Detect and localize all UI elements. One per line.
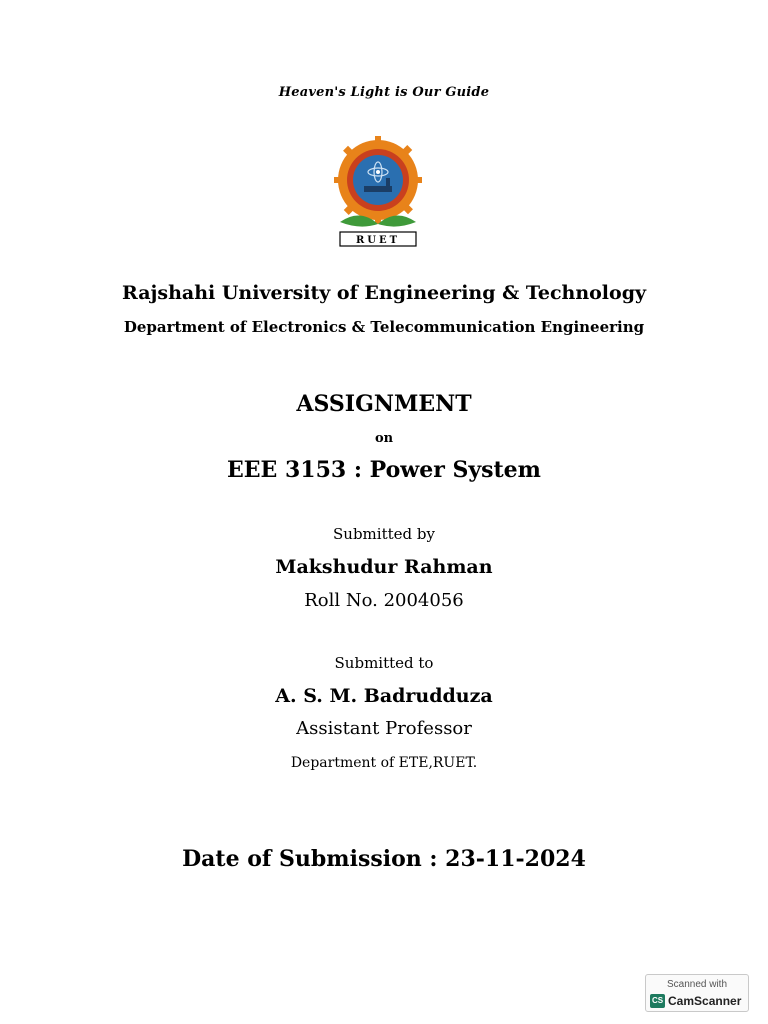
camscanner-name: CamScanner [668, 994, 742, 1008]
university-name: Rajshahi University of Engineering & Technology [121, 282, 647, 304]
student-name: Makshudur Rahman [275, 556, 493, 578]
camscanner-watermark [645, 974, 749, 1012]
department-name: Department of Electronics & Telecommunication Engineering [123, 318, 645, 336]
roll-number: Roll No. 2004056 [304, 590, 464, 611]
university-motto: Heaven's Light is Our Guide [278, 85, 490, 100]
scanned-with-label: Scanned with [666, 979, 728, 990]
submitted-by-label: Submitted by [333, 525, 435, 543]
teacher-name: A. S. M. Badrudduza [275, 685, 493, 707]
teacher-department: Department of ETE,RUET. [290, 755, 478, 771]
course-title: EEE 3153 : Power System [227, 457, 541, 483]
title-connector: on [374, 431, 394, 446]
teacher-designation: Assistant Professor [296, 718, 472, 739]
logo-name-text: RUET [355, 235, 401, 246]
ruet-logo [330, 136, 426, 248]
submission-date: Date of Submission : 23-11-2024 [182, 846, 586, 872]
document-type: ASSIGNMENT [296, 391, 472, 417]
submitted-to-label: Submitted to [334, 654, 434, 672]
camscanner-icon: CS [650, 994, 665, 1008]
